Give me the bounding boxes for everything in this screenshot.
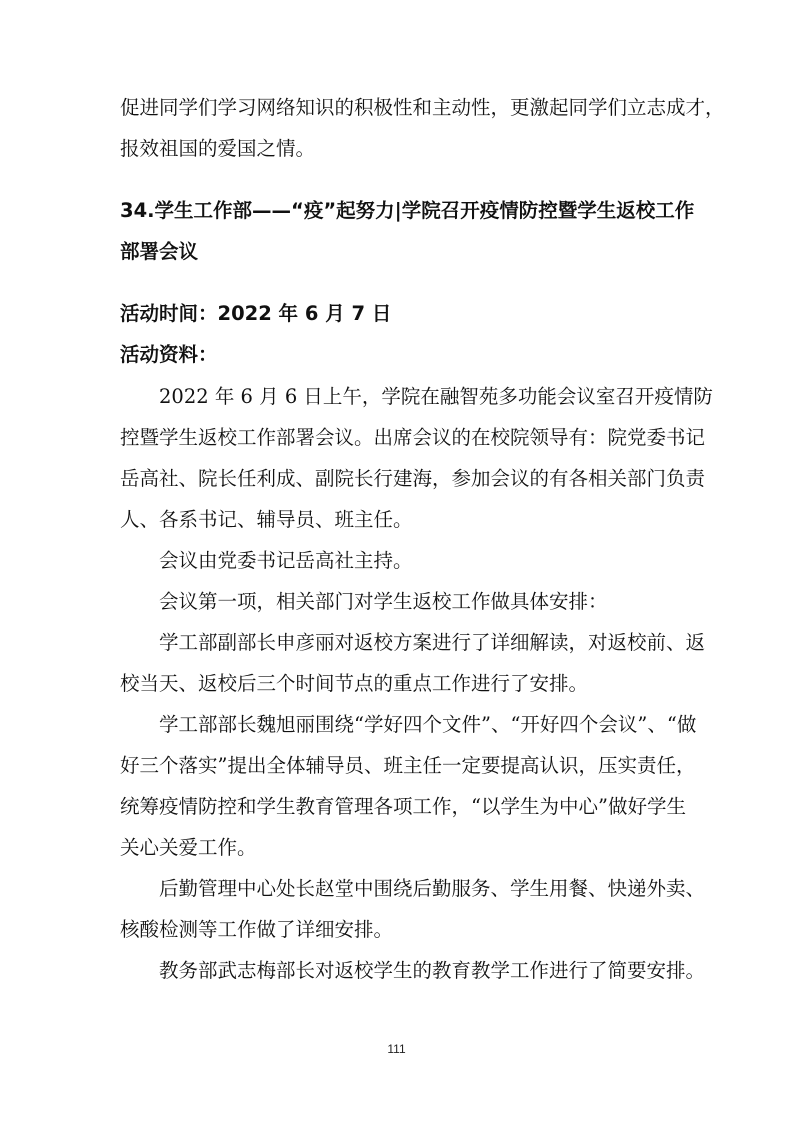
- paragraph-1-line-1: 2022 年 6 月 6 日上午，学院在融智苑多功能会议室召开疫情防: [159, 385, 713, 408]
- section-title-line-1: 34.学生工作部——“疫”起努力|学院召开疫情防控暨学生返校工作: [120, 199, 695, 222]
- paragraph-5-line-4: 关心关爱工作。: [120, 836, 257, 859]
- activity-time-label: 活动时间：2022 年 6 月 7 日: [120, 302, 392, 325]
- paragraph-4-line-2: 校当天、返校后三个时间节点的重点工作进行了安排。: [120, 672, 589, 695]
- intro-line-1: 促进同学们学习网络知识的积极性和主动性，更激起同学们立志成才，: [120, 96, 725, 119]
- section-title-line-2: 部署会议: [120, 240, 199, 263]
- intro-line-2: 报效祖国的爱国之情。: [120, 137, 316, 160]
- activity-material-label: 活动资料：: [120, 343, 218, 366]
- paragraph-5-line-2: 好三个落实”提出全体辅导员、班主任一定要提高认识，压实责任，: [120, 754, 696, 777]
- paragraph-1-line-3: 岳高社、院长任利成、副院长行建海，参加会议的有各相关部门负责: [120, 467, 706, 490]
- paragraph-1-line-2: 控暨学生返校工作部署会议。出席会议的在校院领导有：院党委书记: [120, 426, 706, 449]
- paragraph-5-line-1: 学工部部长魏旭丽围绕“学好四个文件”、“开好四个会议”、“做: [159, 713, 697, 736]
- page-number: 111: [387, 1042, 406, 1056]
- paragraph-5-line-3: 统筹疫情防控和学生教育管理各项工作，“以学生为中心”做好学生: [120, 795, 686, 818]
- paragraph-4-line-1: 学工部副部长申彦丽对返校方案进行了详细解读，对返校前、返: [159, 631, 706, 654]
- paragraph-3-line-1: 会议第一项，相关部门对学生返校工作做具体安排：: [159, 590, 608, 613]
- paragraph-7-line-1: 教务部武志梅部长对返校学生的教育教学工作进行了简要安排。: [159, 959, 706, 982]
- paragraph-2-line-1: 会议由党委书记岳高社主持。: [159, 549, 413, 572]
- paragraph-6-line-1: 后勤管理中心处长赵堂中围绕后勤服务、学生用餐、快递外卖、: [159, 877, 706, 900]
- paragraph-6-line-2: 核酸检测等工作做了详细安排。: [120, 918, 394, 941]
- paragraph-1-line-4: 人、各系书记、辅导员、班主任。: [120, 508, 413, 531]
